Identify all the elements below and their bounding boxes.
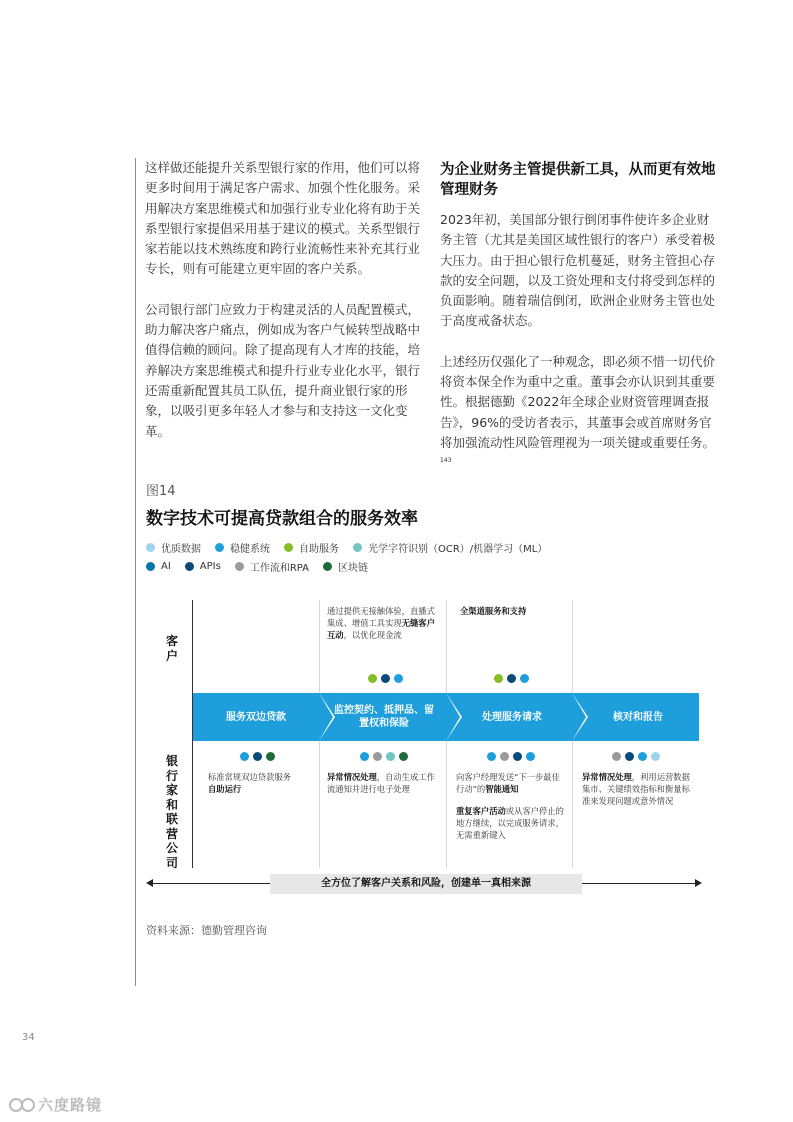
legend-label: 稳健系统 [230, 544, 270, 555]
legend-label: AI [161, 561, 171, 572]
dot-robust-systems [638, 752, 647, 761]
bank-note-stage4 [582, 771, 692, 807]
stage-3-label: 处理服务请求 [482, 712, 542, 723]
bottom-banner: 全方位了解客户关系和风险，创建单一真相来源 [270, 874, 582, 894]
legend-row-2 [146, 559, 561, 574]
stage-1-label: 服务双边贷款 [226, 712, 286, 723]
note-text: 通过提供无接触体验，直播式集成、增值工具实现 [327, 606, 435, 628]
legend-row-1 [146, 540, 561, 555]
note-emphasis: 无缝客户互动 [327, 618, 435, 640]
bank-note-stage3-b [456, 805, 568, 841]
dot-apis [625, 752, 634, 761]
legend-dot [146, 543, 155, 552]
figure-label: 图14 [146, 484, 176, 499]
legend-item [146, 561, 171, 572]
legend-label: APIs [199, 561, 221, 572]
dot-robust-systems [487, 752, 496, 761]
bank-note-stage1 [208, 771, 314, 795]
column-rule [135, 158, 136, 986]
dot-robust-systems [240, 752, 249, 761]
legend-item [284, 540, 339, 555]
right-column [440, 160, 720, 474]
left-column [145, 158, 423, 442]
section-heading: 为企业财务主管提供新工具，从而更有效地管理财务 [440, 162, 716, 198]
note-emphasis: 重复客户活动 [456, 806, 506, 816]
chevron [572, 693, 586, 741]
note-emphasis: 全渠道服务和支持 [460, 606, 527, 616]
page-number: 34 [22, 1032, 35, 1043]
legend-label: 区块链 [338, 563, 369, 574]
note-text: 或从客户停止的地方继续，以完成服务请求，无需重新键入 [456, 806, 564, 840]
dot-quality-data [651, 752, 660, 761]
dot-robust-systems [520, 674, 529, 683]
dot-robust-systems [526, 752, 535, 761]
dot-blockchain [266, 752, 275, 761]
legend-dot [323, 562, 332, 571]
note-text: ，自动生成工作流通知并进行电子处理 [327, 772, 435, 794]
note-emphasis: 智能通知 [485, 784, 519, 794]
left-paragraph-1: 这样做还能提升关系型银行家的作用，他们可以将更多时间用于满足客户需求、加强个性化服务。采用解决方案思维模式和加强行业专业化将有助于关系型银行家提倡采用基于建议的模式。关系型银行家若能以技术熟练度和跨行业流畅性来补充其行业专长，则有可能建立更牢固的客户关系。 [145, 160, 421, 277]
legend-label: 优质数据 [161, 544, 201, 555]
figure-title: 数字技术可提高贷款组合的服务效率 [146, 509, 418, 529]
legend-item [323, 559, 368, 574]
tech-dots [358, 752, 410, 761]
legend-dot [146, 562, 155, 571]
dot-workflow-rpa [373, 752, 382, 761]
note-text: 标准常规双边贷款服务 [208, 772, 291, 782]
legend-dot [284, 543, 293, 552]
role-customer: 客户 [165, 634, 178, 663]
dot-apis [381, 674, 390, 683]
dot-robust-systems [360, 752, 369, 761]
footnote-ref: 143 [440, 457, 452, 465]
stage-2-label: 监控契约、抵押品、留置权和保险 [334, 705, 434, 729]
arrow-right-icon [695, 879, 702, 887]
dot-ocr-ml [386, 752, 395, 761]
dot-robust-systems [394, 674, 403, 683]
legend-dot [235, 562, 244, 571]
note-emphasis: 异常情况处理 [582, 772, 632, 782]
tech-dots [610, 752, 662, 761]
tech-dots [238, 752, 277, 761]
legend-item [353, 540, 547, 555]
legend-dot [185, 562, 194, 571]
bank-note-stage3 [456, 771, 568, 841]
note-text: ，以优化现金流 [343, 630, 402, 640]
note-emphasis: 异常情况处理 [327, 772, 377, 782]
customer-note-stage3 [460, 605, 570, 617]
right-paragraph-2-text: 上述经历仅强化了一种观念，即必须不惜一切代价将资本保全作为重中之重。董事会亦认识到其重要性。根据德勤《2022年全球企业财资管理调查报告》，96%的受访者表示，其董事会或首席财务官将加强流动性风险管理视为一项关键或重要任务。 [440, 353, 716, 450]
dot-apis [513, 752, 522, 761]
watermark [8, 1094, 102, 1115]
legend-dot [215, 543, 224, 552]
legend-label: 光学字符识别（OCR）/机器学习（ML） [368, 544, 548, 555]
role-bank: 银行家和联营公司 [165, 754, 178, 870]
dot-workflow-rpa [500, 752, 509, 761]
note-emphasis: 自助运行 [208, 784, 242, 794]
dot-apis [253, 752, 262, 761]
arrow-left-icon [146, 879, 153, 887]
right-paragraph-2 [440, 352, 720, 474]
legend [146, 540, 561, 574]
note-text: 向客户经理发送“下一步最佳行动”的 [456, 772, 560, 794]
stage-4-label: 核对和报告 [613, 712, 663, 723]
bank-note-stage2 [327, 771, 441, 795]
tech-dots [366, 674, 405, 683]
note-text: ，利用运营数据集市、关键绩效指标和衡量标准来发现问题或意外情况 [582, 772, 690, 806]
dot-workflow-rpa [612, 752, 621, 761]
dot-self-service [368, 674, 377, 683]
chevron [319, 693, 333, 741]
source-note: 资料来源：德勤管理咨询 [146, 924, 267, 937]
left-paragraph-2: 公司银行部门应致力于构建灵活的人员配置模式，助力解决客户痛点，例如成为客户气候转型战略中值得信赖的顾问。除了提高现有人才库的技能，培养解决方案思维模式和提升行业专业化水平，银行还需重新配置其员工队伍，提升商业银行家的形象，以吸引更多年轻人才参与和支持这一文化变革。 [145, 301, 421, 439]
legend-item [146, 540, 201, 555]
watermark-text: 六度路镜 [38, 1096, 103, 1114]
right-paragraph-1: 2023年初，美国部分银行倒闭事件使许多企业财务主管（尤其是美国区域性银行的客户）承受着极大压力。由于担心银行危机蔓延，财务主管担心存款的安全问题，以及工资处理和支付将受到怎样的负面影响。随着瑞信倒闭，欧洲企业财务主管也处于高度戒备状态。 [440, 212, 716, 329]
legend-item [235, 559, 309, 574]
tech-dots [485, 752, 537, 761]
watermark-logo-icon [8, 1096, 38, 1114]
legend-dot [353, 543, 362, 552]
dot-self-service [494, 674, 503, 683]
dot-blockchain [399, 752, 408, 761]
legend-item [185, 561, 221, 572]
legend-label: 自助服务 [299, 544, 339, 555]
legend-item [215, 540, 270, 555]
customer-note-stage2 [327, 605, 439, 641]
dot-apis [507, 674, 516, 683]
chevron [446, 693, 460, 741]
tech-dots [492, 674, 531, 683]
legend-label: 工作流和RPA [249, 563, 310, 574]
